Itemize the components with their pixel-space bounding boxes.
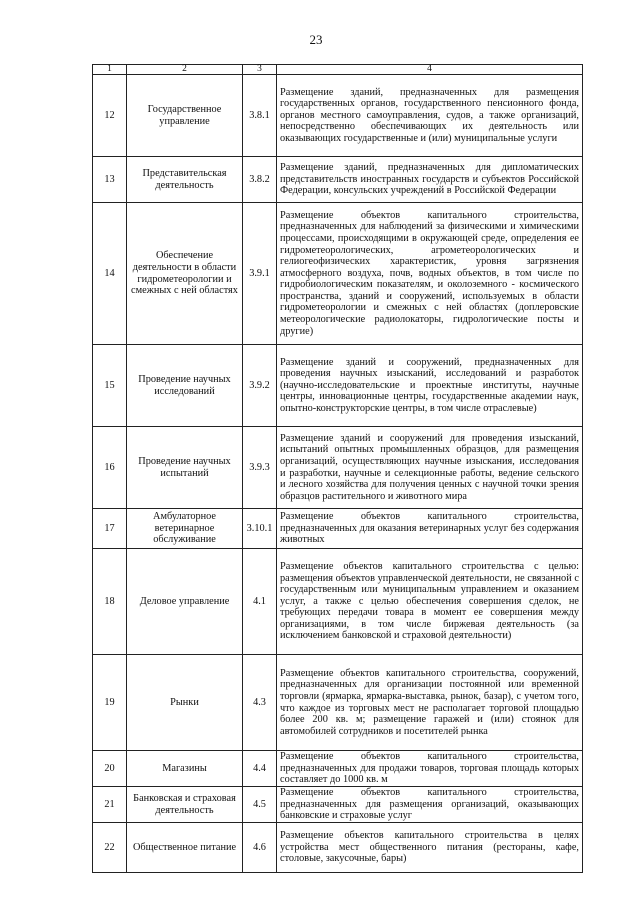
table-row (93, 751, 583, 787)
row-number: 19 (93, 655, 127, 751)
use-type-description: Размещение зданий, предназначенных для дипломатических представительств иностранных государств и субъектов Российской Федерации, консульских учреждений в Российской Федерации (277, 157, 583, 203)
use-type-description: Размещение объектов капитального строительства, предназначенных для продажи товаров, торговая площадь которых составляет до 1000 кв. м (277, 751, 583, 787)
row-number: 17 (93, 509, 127, 549)
row-number: 18 (93, 549, 127, 655)
header-col-3: 3 (243, 65, 277, 75)
use-type-name: Магазины (127, 751, 243, 787)
header-col-4: 4 (277, 65, 583, 75)
use-type-code: 4.6 (243, 823, 277, 873)
use-type-code: 3.8.1 (243, 75, 277, 157)
use-type-code: 3.9.2 (243, 345, 277, 427)
use-type-code: 3.10.1 (243, 509, 277, 549)
use-type-name: Проведение научных испытаний (127, 427, 243, 509)
use-type-name: Государственное управление (127, 75, 243, 157)
use-type-code: 3.8.2 (243, 157, 277, 203)
use-type-name: Общественное питание (127, 823, 243, 873)
row-number: 20 (93, 751, 127, 787)
use-type-description: Размещение объектов капитального строительства, предназначенных для оказания ветеринарных услуг без содержания животных (277, 509, 583, 549)
row-number: 16 (93, 427, 127, 509)
row-number: 22 (93, 823, 127, 873)
use-type-description: Размещение объектов капитального строительства в целях устройства мест общественного питания (рестораны, кафе, столовые, закусочные, бары) (277, 823, 583, 873)
land-use-table (92, 64, 583, 873)
use-type-description: Размещение зданий, предназначенных для размещения государственных органов, государственного пенсионного фонда, органов местного самоуправления, судов, а также организаций, непосредственно обеспечивающих их деятельность или оказывающих государственные и (или) муниципальные услуги (277, 75, 583, 157)
use-type-code: 4.4 (243, 751, 277, 787)
table-row (93, 75, 583, 157)
use-type-code: 3.9.1 (243, 203, 277, 345)
use-type-description: Размещение зданий и сооружений для проведения изысканий, испытаний опытных промышленных образцов, для размещения организаций, осуществляющих научные изыскания, исследования и разработки, научные и селекционные работы, ведение сельского и лесного хозяйства для получения ценных с научной точки зрения образцов растительного и животного мира (277, 427, 583, 509)
use-type-description: Размещение объектов капитального строительства, предназначенных для наблюдений за физическими и химическими процессами, происходящими в окружающей среде, определения ее гидрометеорологических, агрометеорологических и гелиогеофизических характеристик, уровня загрязнения атмосферного воздуха, почв, водных объектов, в том числе по гидробиологическим показателям, и околоземного - космического пространства, зданий и сооружений, используемых в области гидрометеорологии и смежных с ней областях (доплеровские метеорологические радиолокаторы, гидрологические посты и другие) (277, 203, 583, 345)
use-type-description: Размещение объектов капитального строительства, сооружений, предназначенных для организации постоянной или временной торговли (ярмарка, ярмарка-выставка, рынок, базар), с учетом того, что каждое из торговых мест не располагает торговой площадью более 200 кв. м; размещение гаражей и (или) стоянок для автомобилей сотрудников и посетителей рынка (277, 655, 583, 751)
table-row (93, 509, 583, 549)
use-type-code: 4.5 (243, 787, 277, 823)
use-type-name: Проведение научных исследований (127, 345, 243, 427)
table-row (93, 203, 583, 345)
table-row (93, 345, 583, 427)
row-number: 15 (93, 345, 127, 427)
row-number: 12 (93, 75, 127, 157)
row-number: 14 (93, 203, 127, 345)
use-type-description: Размещение зданий и сооружений, предназначенных для проведения научных изысканий, исследований и разработок (научно-исследовательские и проектные институты, научные центры, инновационные центры, государственные академии наук, опытно-конструкторские центры, в том числе отраслевые) (277, 345, 583, 427)
table-header-row (93, 65, 583, 75)
table-row (93, 427, 583, 509)
use-type-name: Обеспечение деятельности в области гидрометеорологии и смежных с ней областях (127, 203, 243, 345)
use-type-name: Банковская и страховая деятельность (127, 787, 243, 823)
use-type-code: 4.3 (243, 655, 277, 751)
table-row (93, 157, 583, 203)
use-type-description: Размещение объектов капитального строительства с целью: размещения объектов управленческой деятельности, не связанной с государственным или муниципальным управлением и оказанием услуг, а также с целью обеспечения совершения сделок, не требующих передачи товара в момент ее совершения между организациями, в том числе биржевая деятельность (за исключением банковской и страховой деятельности) (277, 549, 583, 655)
row-number: 21 (93, 787, 127, 823)
use-type-name: Представительская деятельность (127, 157, 243, 203)
header-col-1: 1 (93, 65, 127, 75)
page-number: 23 (309, 32, 323, 47)
use-type-code: 4.1 (243, 549, 277, 655)
row-number: 13 (93, 157, 127, 203)
use-type-name: Амбулаторное ветеринарное обслуживание (127, 509, 243, 549)
table-row (93, 655, 583, 751)
use-type-description: Размещение объектов капитального строительства, предназначенных для размещения организаций, оказывающих банковские и страховые услуг (277, 787, 583, 823)
use-type-code: 3.9.3 (243, 427, 277, 509)
use-type-name: Рынки (127, 655, 243, 751)
table-row (93, 787, 583, 823)
table-row (93, 823, 583, 873)
use-type-name: Деловое управление (127, 549, 243, 655)
header-col-2: 2 (127, 65, 243, 75)
table-row (93, 549, 583, 655)
